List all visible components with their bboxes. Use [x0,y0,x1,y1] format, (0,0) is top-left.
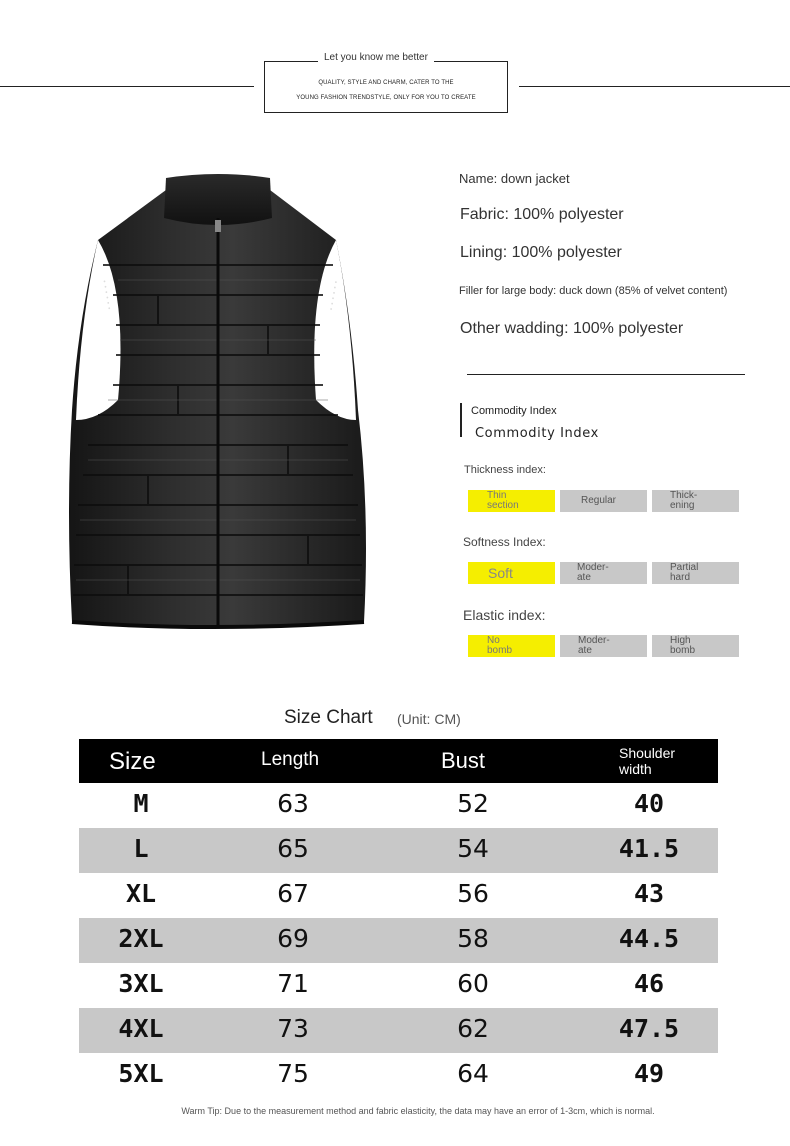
banner-rule-right [519,86,790,87]
cell-length: 67 [277,879,309,908]
cell-bust: 52 [457,789,489,818]
cell-bust: 56 [457,879,489,908]
banner-tagline-2: YOUNG FASHION TRENDSTYLE, ONLY FOR YOU TO CREATE [296,95,476,101]
size-chart-title: Size Chart [284,707,373,728]
table-row [79,918,718,963]
banner-rule-left [0,86,254,87]
cell-size: M [133,789,149,818]
banner-tagline-1: QUALITY, STYLE AND CHARM, CATER TO THE [318,80,454,86]
table-row [79,828,718,873]
softness-option-moderate: Moder- ate [560,562,647,584]
header-bust: Bust [441,748,486,773]
thickness-option-regular: Regular [560,490,647,512]
softness-option-partial-hard: Partial hard [652,562,739,584]
cell-size: 2XL [118,924,164,953]
cell-bust: 58 [457,924,489,953]
elastic-index-label: Elastic index: [463,607,546,623]
cell-shoulder: 47.5 [618,1014,680,1043]
svg-text:• • • • • •: • • • • • • [326,279,339,312]
spec-wadding: Other wadding: 100% polyester [460,320,684,337]
header-shoulder-width: Shoulder width [619,745,676,777]
header-length: Length [261,749,320,770]
cell-length: 69 [277,924,309,953]
cell-shoulder: 46 [633,969,665,998]
thickness-index-label: Thickness index: [464,464,546,476]
cell-size: XL [125,879,157,908]
down-vest-image [58,170,370,632]
cell-size: 5XL [118,1059,164,1088]
cell-length: 71 [277,969,309,998]
commodity-index-title-small: Commodity Index [471,405,557,417]
header-size: Size [109,748,156,775]
cell-length: 73 [277,1014,309,1043]
table-row [79,963,718,1008]
cell-size: L [133,834,149,863]
spec-name: Name: down jacket [459,171,570,186]
banner-box [264,61,508,113]
commodity-index-title: Commodity Index [475,426,599,441]
cell-bust: 62 [457,1014,489,1043]
commodity-index-bar [460,403,462,437]
size-chart-unit: (Unit: CM) [397,711,461,727]
elastic-option-no-bomb: No bomb [468,635,555,657]
size-chart-header [79,739,718,783]
table-row [79,873,718,918]
cell-shoulder: 40 [633,789,665,818]
thickness-option-thin: Thin section [468,490,555,512]
softness-option-soft: Soft [468,562,555,584]
elastic-option-high-bomb: High bomb [652,635,739,657]
spec-lining: Lining: 100% polyester [460,244,622,261]
table-row [79,1008,718,1053]
cell-bust: 64 [457,1059,489,1088]
cell-shoulder: 49 [633,1059,665,1088]
softness-index-label: Softness Index: [463,535,546,549]
cell-bust: 60 [457,969,489,998]
cell-shoulder: 44.5 [618,924,680,953]
elastic-option-moderate: Moder- ate [560,635,647,657]
thickness-option-thickening: Thick- ening [652,490,739,512]
spec-divider [467,374,745,375]
table-row [79,783,718,828]
cell-length: 65 [277,834,309,863]
svg-text:• • • • • •: • • • • • • [100,279,113,311]
cell-size: 3XL [118,969,164,998]
warm-tip: Warm Tip: Due to the measurement method and fabric elasticity, the data may have an error of 1-3cm, which is normal. [181,1106,655,1116]
cell-shoulder: 41.5 [618,834,680,863]
spec-fabric: Fabric: 100% polyester [460,206,624,223]
size-chart-table [79,739,718,1098]
spec-filler: Filler for large body: duck down (85% of velvet content) [459,285,728,297]
cell-length: 63 [277,789,309,818]
cell-shoulder: 43 [633,879,665,908]
cell-size: 4XL [118,1014,164,1043]
banner-title: Let you know me better [318,52,434,63]
table-row [79,1053,718,1098]
cell-length: 75 [277,1059,309,1088]
cell-bust: 54 [457,834,489,863]
